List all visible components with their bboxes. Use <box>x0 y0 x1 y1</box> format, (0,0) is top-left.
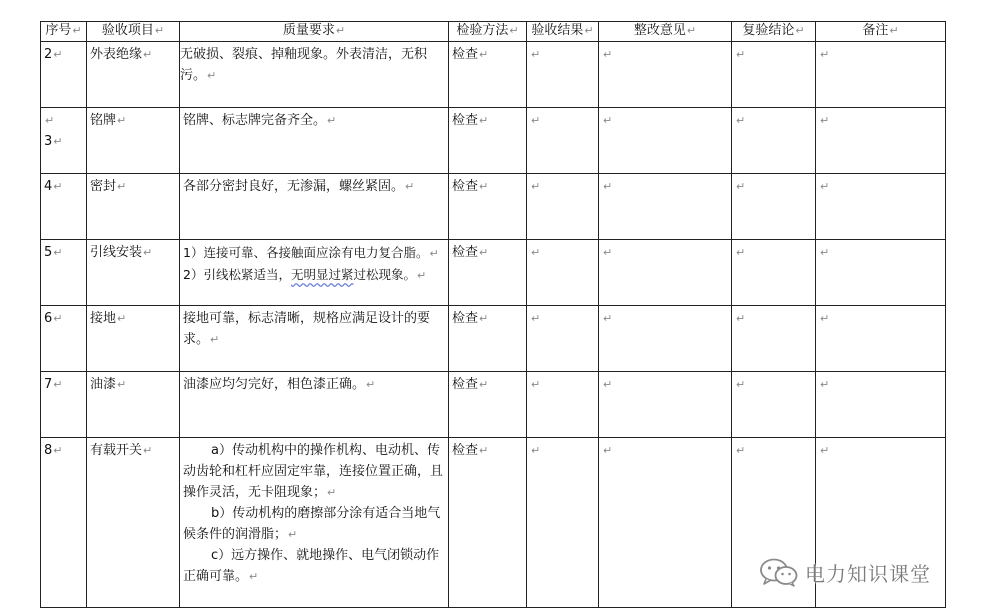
requirement-line: c）远方操作、就地操作、电气闭锁动作正确可靠。 ↵ <box>183 545 445 587</box>
row-remarks <box>816 174 946 240</box>
row-remarks <box>816 372 946 438</box>
row-rectification <box>599 108 732 174</box>
watermark-text: 电力知识课堂 <box>805 561 931 586</box>
row-rectification <box>599 42 732 108</box>
row-requirement <box>180 438 449 608</box>
requirement-line: b）传动机构的磨擦部分涂有适合当地气候条件的润滑脂； ↵ <box>183 503 445 545</box>
header-cell-method: 检验方法 ↵ <box>449 22 527 42</box>
row-remarks <box>816 42 946 108</box>
row-remarks <box>816 240 946 306</box>
row-rectification <box>599 438 732 608</box>
row-recheck <box>732 42 816 108</box>
row-item: 有载开关 ↵ <box>87 438 180 608</box>
row-requirement: 铭牌、标志牌完备齐全。 ↵ <box>180 108 449 174</box>
header-row <box>41 22 946 42</box>
row-rectification <box>599 372 732 438</box>
row-recheck <box>732 306 816 372</box>
row-requirement <box>180 240 449 306</box>
row-rectification <box>599 174 732 240</box>
row-item: 密封 ↵ <box>87 174 180 240</box>
row-result <box>527 42 599 108</box>
row-item: 油漆 ↵ <box>87 372 180 438</box>
row-number: 4 ↵ <box>41 174 87 240</box>
row-method: 检查 ↵ <box>449 306 527 372</box>
table-row <box>41 108 946 174</box>
row-method: 检查 ↵ <box>449 42 527 108</box>
requirement-line: 1）连接可靠、各接触面应涂有电力复合脂。 ↵ <box>183 242 445 264</box>
row-recheck <box>732 174 816 240</box>
row-result <box>527 174 599 240</box>
header-cell-result: 验收结果 ↵ <box>527 22 599 42</box>
header-cell-recheck: 复验结论 ↵ <box>732 22 816 42</box>
table-row <box>41 306 946 372</box>
row-result <box>527 438 599 608</box>
header-cell-num: 序号 ↵ <box>41 22 87 42</box>
row-requirement: 无破损、裂痕、掉釉现象。外表清洁，无积污。 ↵ <box>180 42 449 108</box>
header-cell-item: 验收项目 ↵ <box>87 22 180 42</box>
row-number: 6 ↵ <box>41 306 87 372</box>
row-number: 5 ↵ <box>41 240 87 306</box>
row-method: 检查 ↵ <box>449 372 527 438</box>
row-item: 铭牌 ↵ <box>87 108 180 174</box>
row-method: 检查 ↵ <box>449 438 527 608</box>
row-remarks <box>816 108 946 174</box>
row-method: 检查 ↵ <box>449 108 527 174</box>
row-number: 8 ↵ <box>41 438 87 608</box>
wechat-icon <box>757 557 801 587</box>
row-rectification <box>599 306 732 372</box>
table-row <box>41 372 946 438</box>
row-number: 7 ↵ <box>41 372 87 438</box>
row-recheck <box>732 108 816 174</box>
requirement-line: a）传动机构中的操作机构、电动机、传动齿轮和杠杆应固定牢靠，连接位置正确，且操作灵活，无卡阻现象； ↵ <box>183 440 445 503</box>
requirement-line: 2）引线松紧适当，无明显过紧过松现象。 ↵ <box>183 264 445 286</box>
row-result <box>527 372 599 438</box>
row-recheck <box>732 240 816 306</box>
row-requirement: 各部分密封良好，无渗漏，螺丝紧固。 ↵ <box>180 174 449 240</box>
row-method: 检查 ↵ <box>449 174 527 240</box>
row-number: ↵ 3 ↵ <box>41 108 87 174</box>
row-result <box>527 108 599 174</box>
row-result <box>527 306 599 372</box>
row-item: 引线安装 ↵ <box>87 240 180 306</box>
row-item: 接地 ↵ <box>87 306 180 372</box>
row-item: 外表绝缘 ↵ <box>87 42 180 108</box>
row-remarks <box>816 306 946 372</box>
watermark <box>757 556 967 588</box>
row-rectification <box>599 240 732 306</box>
table-row <box>41 42 946 108</box>
row-result <box>527 240 599 306</box>
row-recheck <box>732 372 816 438</box>
row-number: 2 ↵ <box>41 42 87 108</box>
acceptance-table <box>40 21 946 608</box>
header-cell-remarks: 备注 ↵ <box>816 22 946 42</box>
header-cell-rectification: 整改意见 ↵ <box>599 22 732 42</box>
table-row <box>41 174 946 240</box>
header-cell-requirement: 质量要求 ↵ <box>180 22 449 42</box>
row-requirement: 接地可靠，标志清晰，规格应满足设计的要求。 ↵ <box>180 306 449 372</box>
row-method: 检查 ↵ <box>449 240 527 306</box>
row-requirement: 油漆应均匀完好，相色漆正确。 ↵ <box>180 372 449 438</box>
table-row <box>41 240 946 306</box>
